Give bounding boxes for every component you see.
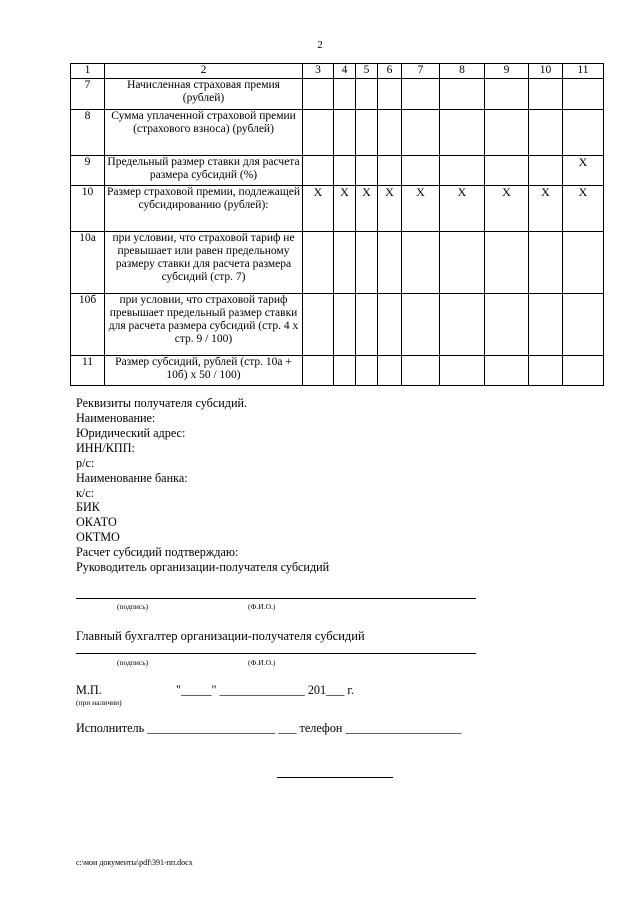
signature-label-head: (подпись) — [117, 602, 149, 611]
value-cell — [303, 232, 334, 294]
requisites-head: Руководитель организации-получателя субсидий — [76, 560, 330, 574]
value-cell — [440, 110, 485, 156]
page-number: 2 — [317, 39, 323, 51]
header-cell: 1 — [71, 64, 105, 79]
row-number: 8 — [71, 110, 105, 156]
table-row — [71, 232, 604, 294]
header-cell: 8 — [440, 64, 485, 79]
row-description: Размер страховой премии, подлежащей субсидированию (рублей): — [105, 186, 303, 232]
row-description: при условии, что страховой тариф не превышает или равен предельному размеру ставки для расчета размера субсидий (стр. 7) — [105, 232, 303, 294]
header-cell: 2 — [105, 64, 303, 79]
value-cell — [529, 232, 563, 294]
fio-label-accountant: (Ф.И.О.) — [248, 658, 276, 667]
value-cell — [378, 232, 402, 294]
value-cell — [303, 110, 334, 156]
value-cell — [485, 294, 529, 356]
value-cell — [402, 79, 440, 110]
row-number: 10 — [71, 186, 105, 232]
header-cell: 4 — [334, 64, 356, 79]
value-cell — [563, 110, 604, 156]
value-cell — [563, 294, 604, 356]
value-cell — [303, 356, 334, 386]
value-cell — [563, 79, 604, 110]
table-row — [71, 356, 604, 386]
value-cell — [356, 79, 378, 110]
value-cell — [378, 110, 402, 156]
subsidy-calc-table — [70, 63, 604, 386]
row-description: Сумма уплаченной страховой премии (страхового взноса) (рублей) — [105, 110, 303, 156]
value-cell — [529, 79, 563, 110]
requisites-bank: Наименование банка: — [76, 471, 188, 485]
requisites-corr: к/с: — [76, 486, 95, 500]
value-cell: Х — [356, 186, 378, 232]
value-cell — [303, 79, 334, 110]
value-cell — [529, 294, 563, 356]
value-cell: Х — [402, 186, 440, 232]
value-cell — [378, 79, 402, 110]
row-number: 11 — [71, 356, 105, 386]
value-cell — [356, 356, 378, 386]
accountant-label: Главный бухгалтер организации-получателя субсидий — [76, 629, 365, 643]
value-cell — [485, 110, 529, 156]
requisites-bik: БИК — [76, 500, 100, 514]
row-description: при условии, что страховой тариф превышает предельный размер ставки для расчета размера субсидий (стр. 4 х стр. 9 / 100) — [105, 294, 303, 356]
requisites-title: Реквизиты получателя субсидий. — [76, 396, 248, 410]
value-cell — [529, 156, 563, 186]
footer-file-path: c:\мои документы\pdf\391-пп.docx — [76, 858, 193, 867]
value-cell — [356, 294, 378, 356]
value-cell — [440, 79, 485, 110]
requisites-oktmo: ОКТМО — [76, 530, 120, 544]
value-cell — [485, 232, 529, 294]
requisites-name: Наименование: — [76, 411, 156, 425]
table-row — [71, 79, 604, 110]
table-row — [71, 156, 604, 186]
value-cell — [334, 156, 356, 186]
value-cell: Х — [378, 186, 402, 232]
header-cell: 3 — [303, 64, 334, 79]
value-cell: Х — [563, 156, 604, 186]
value-cell — [378, 356, 402, 386]
executor-line: Исполнитель _____________________ ___ телефон ___________________ — [76, 721, 462, 735]
header-cell: 7 — [402, 64, 440, 79]
value-cell: Х — [563, 186, 604, 232]
value-cell — [402, 232, 440, 294]
signature-line-accountant — [76, 653, 476, 654]
requisites-confirm: Расчет субсидий подтверждаю: — [76, 545, 239, 559]
requisites-okato: ОКАТО — [76, 515, 117, 529]
value-cell — [334, 79, 356, 110]
stamp-label: М.П. — [76, 683, 102, 697]
value-cell — [402, 294, 440, 356]
header-cell: 5 — [356, 64, 378, 79]
stamp-note: (при наличии) — [76, 698, 122, 707]
table-row — [71, 294, 604, 356]
value-cell — [334, 294, 356, 356]
row-description: Размер субсидий, рублей (стр. 10а + 10б) х 50 / 100) — [105, 356, 303, 386]
value-cell — [378, 156, 402, 186]
value-cell — [356, 232, 378, 294]
requisites-address: Юридический адрес: — [76, 426, 186, 440]
value-cell — [485, 356, 529, 386]
signature-label-accountant: (подпись) — [117, 658, 149, 667]
value-cell — [440, 232, 485, 294]
value-cell — [440, 356, 485, 386]
value-cell — [529, 356, 563, 386]
value-cell — [334, 356, 356, 386]
bottom-line — [277, 777, 393, 778]
value-cell — [402, 356, 440, 386]
value-cell — [529, 110, 563, 156]
value-cell — [440, 294, 485, 356]
row-number: 7 — [71, 79, 105, 110]
requisites-account: р/с: — [76, 456, 95, 470]
value-cell — [563, 232, 604, 294]
value-cell: Х — [529, 186, 563, 232]
header-cell: 6 — [378, 64, 402, 79]
value-cell — [378, 294, 402, 356]
value-cell — [303, 294, 334, 356]
signature-line-head — [76, 598, 476, 599]
header-cell: 10 — [529, 64, 563, 79]
value-cell — [402, 110, 440, 156]
row-number: 10а — [71, 232, 105, 294]
requisites-inn: ИНН/КПП: — [76, 441, 135, 455]
value-cell — [303, 156, 334, 186]
value-cell — [402, 156, 440, 186]
value-cell — [356, 110, 378, 156]
fio-label-head: (Ф.И.О.) — [248, 602, 276, 611]
row-number: 9 — [71, 156, 105, 186]
value-cell — [485, 79, 529, 110]
table-header-row — [71, 64, 604, 79]
value-cell — [563, 356, 604, 386]
date-line: "_____" ______________ 201___ г. — [176, 683, 355, 697]
value-cell: Х — [440, 186, 485, 232]
row-description: Начисленная страховая премия (рублей) — [105, 79, 303, 110]
value-cell: Х — [334, 186, 356, 232]
value-cell — [356, 156, 378, 186]
header-cell: 11 — [563, 64, 604, 79]
value-cell — [334, 110, 356, 156]
value-cell: Х — [485, 186, 529, 232]
header-cell: 9 — [485, 64, 529, 79]
table-row — [71, 186, 604, 232]
table-row — [71, 110, 604, 156]
value-cell — [485, 156, 529, 186]
value-cell — [440, 156, 485, 186]
value-cell — [334, 232, 356, 294]
row-number: 10б — [71, 294, 105, 356]
row-description: Предельный размер ставки для расчета размера субсидий (%) — [105, 156, 303, 186]
value-cell: Х — [303, 186, 334, 232]
